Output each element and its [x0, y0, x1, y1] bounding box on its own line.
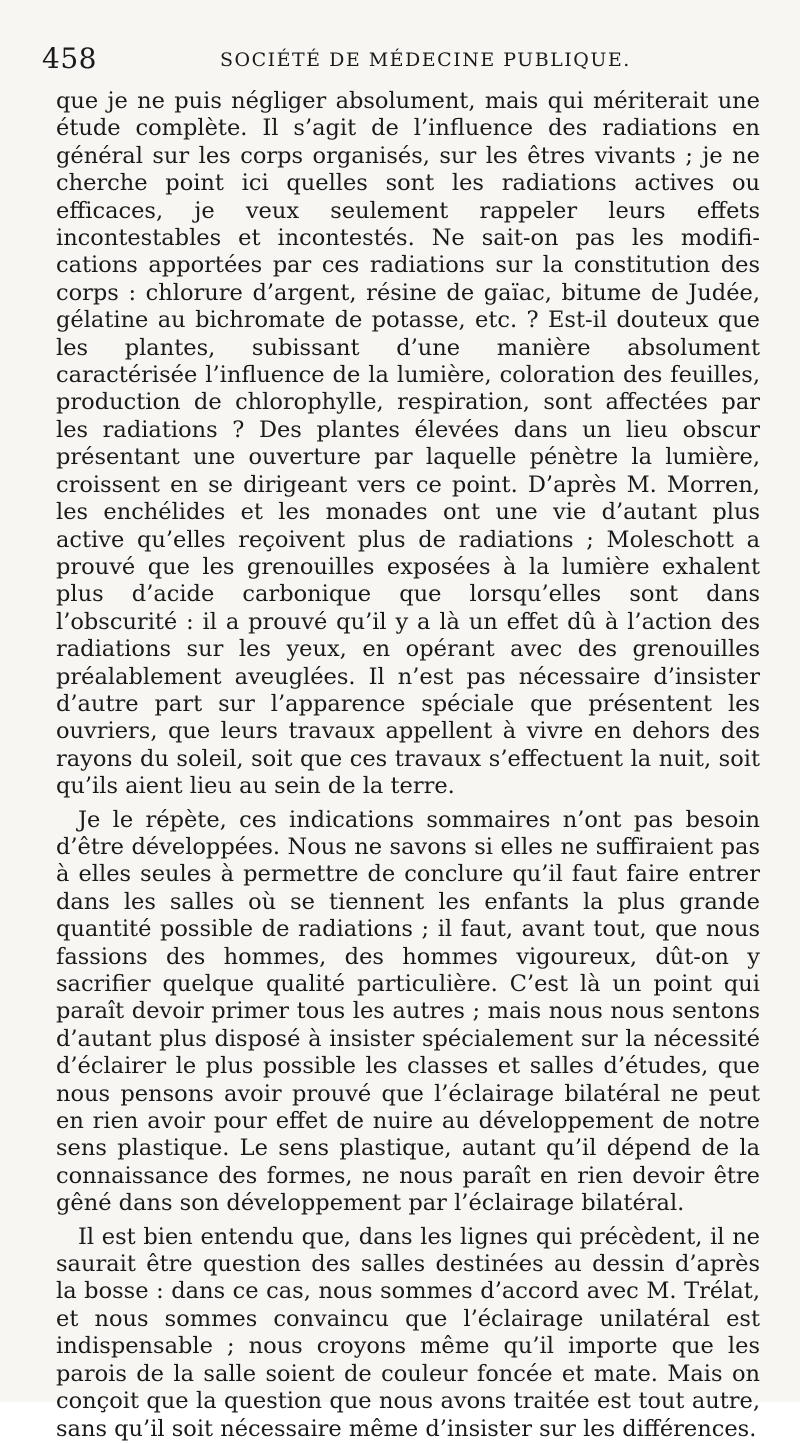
page-number: 458: [42, 42, 97, 75]
page-header: [42, 42, 758, 76]
paragraph-2: Je le répète, ces indications sommaires n’ont pas besoin d’être développées. Nous ne savons si elles ne suffiraient pas à elles seules à permettre de conclure qu’il faut faire entrer dans les salles où se tiennent les enfants la plus grande quantité possible de radiations ; il faut, avant tout, que nous fassions des hommes, des hommes vigoureux, dût-on y sacrifier quelque qualité particulière. C’est là un point qui paraît devoir primer tous les autres ; mais nous nous sentons d’autant plus disposé à insister spécialement sur la nécessité d’éclairer le plus possible les classes et salles d’études, que nous pensons avoir prouvé que l’éclairage bilatéral ne peut en rien avoir pour effet de nuire au développement de notre sens plastique. Le sens plastique, autant qu’il dépend de la connaissance des formes, ne nous paraît en rien devoir être gêné dans son développement par l’éclairage bilatéral.: [56, 806, 760, 1217]
body-text: [56, 88, 760, 1443]
running-head: SOCIÉTÉ DE MÉDECINE PUBLIQUE.: [220, 49, 631, 71]
paragraph-3: Il est bien entendu que, dans les lignes qui précèdent, il ne saurait être question des salles destinées au dessin d’après la bosse : dans ce cas, nous sommes d’accord avec M. Trélat, et nous sommes convaincu que l’éclairage unilatéral est indispensable ; nous croyons même qu’il importe que les parois de la salle soient de couleur foncée et mate. Mais on conçoit que la question que nous avons traitée est tout autre, sans qu’il soit nécessaire même d’insister sur les différences.: [56, 1223, 760, 1442]
paragraph-1: que je ne puis négliger absolument, mais qui mériterait une étude complète. Il s’agit de l’influence des radiations en général sur les corps organisés, sur les êtres vivants ; je ne cherche point ici quelles sont les radiations actives ou efficaces, je veux seulement rappeler leurs effets incontestables et incontestés. Ne sait-on pas les modifications apportées par ces radiations sur la constitution des corps : chlorure d’argent, résine de gaïac, bitume de Judée, gélatine au bichromate de potasse, etc. ? Est-il douteux que les plantes, subissant d’une manière absolument caractérisée l’influence de la lumière, coloration des feuilles, production de chlorophylle, respiration, sont affectées par les radiations ? Des plantes élevées dans un lieu obscur présentant une ouverture par laquelle pénètre la lumière, croissent en se dirigeant vers ce point. D’après M. Morren, les enchélides et les monades ont une vie d’autant plus active qu’elles reçoivent plus de radiations ; Moleschott a prouvé que les grenouilles exposées à la lumière exhalent plus d’acide carbonique que lorsqu’elles sont dans l’obscurité : il a prouvé qu’il y a là un effet dû à l’action des radiations sur les yeux, en opérant avec des grenouilles préalablement aveuglées. Il n’est pas nécessaire d’insister d’autre part sur l’apparence spéciale que présentent les ouvriers, que leurs travaux appellent à vivre en dehors des rayons du soleil, soit que ces travaux s’effectuent la nuit, soit qu’ils aient lieu au sein de la terre.: [56, 88, 760, 800]
